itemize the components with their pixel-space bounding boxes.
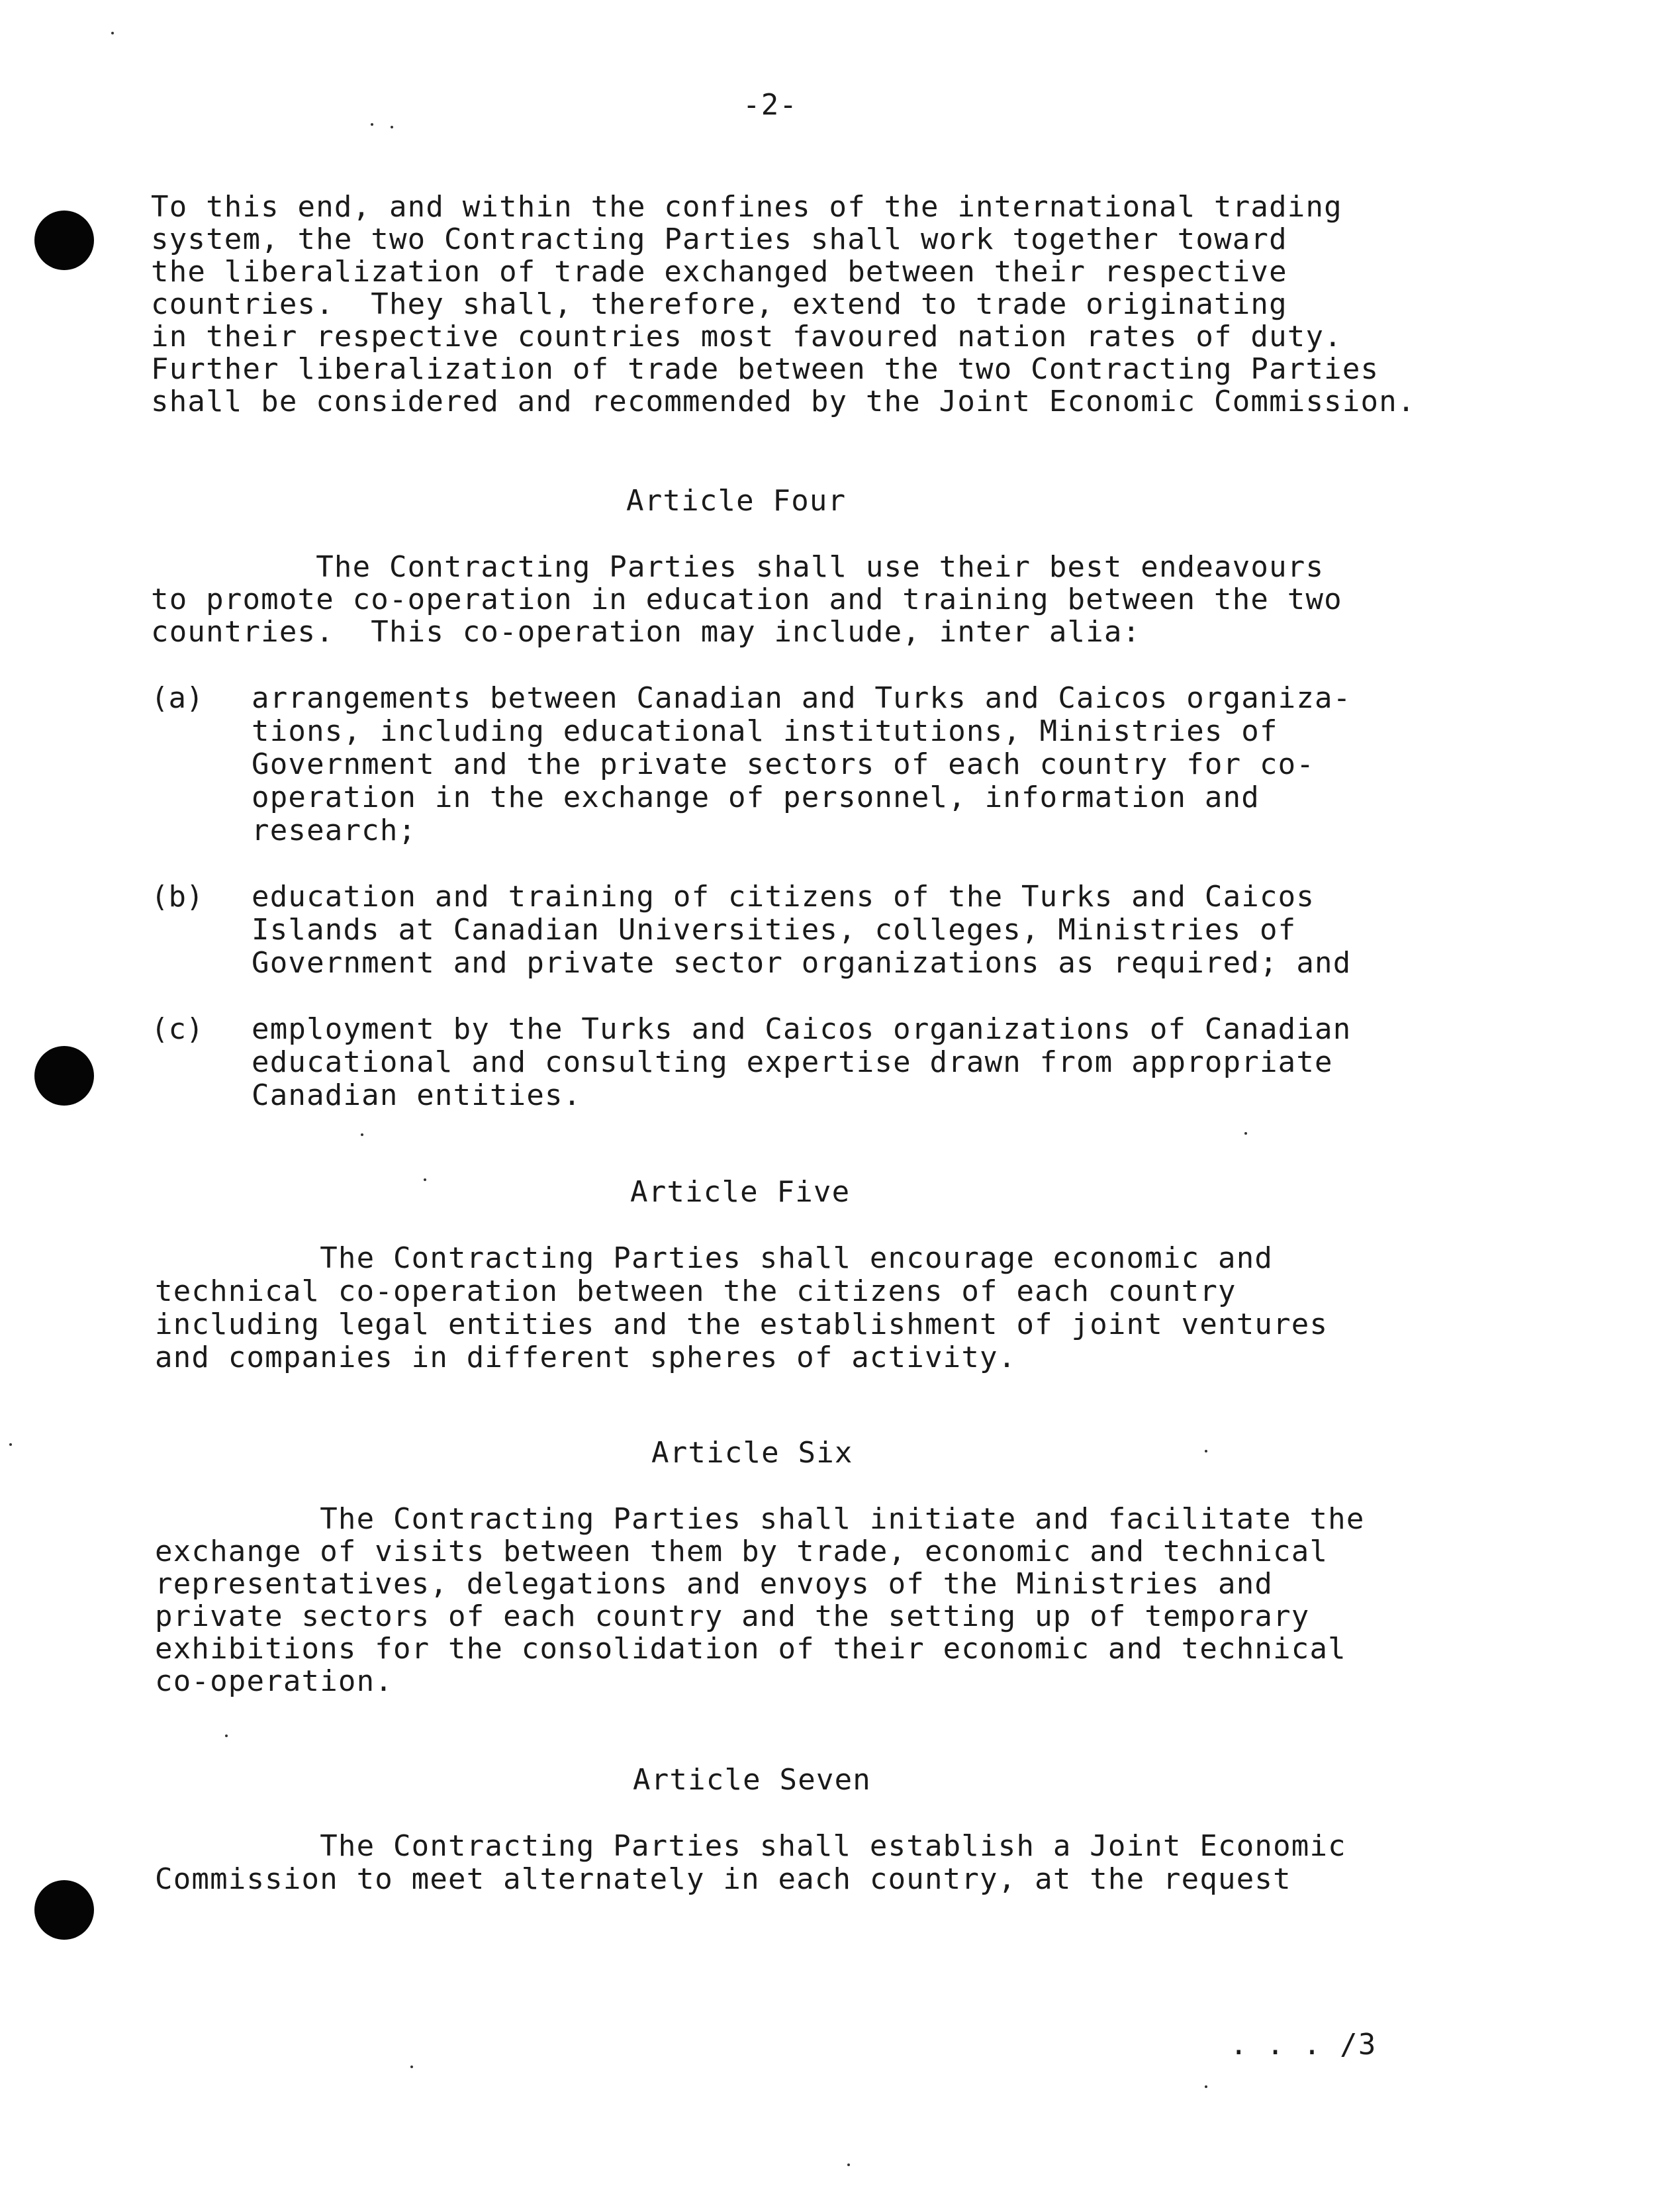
scan-speck [424,1178,426,1181]
list-item-label: (a) [151,681,204,715]
article-five-line: including legal entities and the establishment of joint ventures [155,1307,1329,1341]
article-six-heading: Article Six [651,1436,853,1470]
article-five-line: technical co-operation between the citizens of each country [155,1274,1237,1308]
list-item-line: Government and private sector organizations as required; and [252,946,1352,980]
scan-speck [361,1133,363,1136]
continuation-marker: . . . /3 [1230,2028,1377,2062]
list-item-label: (b) [151,880,204,914]
scan-speck [111,32,114,34]
intro-line: Further liberalization of trade between the two Contracting Parties [151,352,1379,386]
list-item-line: Canadian entities. [252,1078,582,1112]
article-six-line: The Contracting Parties shall initiate and facilitate the [155,1502,1365,1536]
article-five-line: and companies in different spheres of activity. [155,1341,1017,1374]
article-four-line: to promote co-operation in education and training between the two [151,583,1342,616]
intro-line: countries. They shall, therefore, extend to trade originating [151,287,1287,321]
article-five-heading: Article Five [630,1175,851,1209]
article-six-line: co-operation. [155,1664,393,1698]
article-seven-heading: Article Seven [633,1763,871,1797]
article-six-line: exhibitions for the consolidation of their economic and technical [155,1632,1346,1666]
list-item-line: educational and consulting expertise drawn from appropriate [252,1045,1333,1079]
scan-speck [225,1735,228,1737]
article-five-line: The Contracting Parties shall encourage economic and [155,1241,1274,1275]
article-four-heading: Article Four [626,484,847,518]
intro-line: shall be considered and recommended by the Joint Economic Commission. [151,385,1416,418]
scan-speck [9,1443,12,1446]
article-six-line: representatives, delegations and envoys of the Ministries and [155,1567,1274,1601]
intro-line: in their respective countries most favoured nation rates of duty. [151,320,1342,354]
list-item-line: tions, including educational institutions, Ministries of [252,714,1278,748]
list-item-line: operation in the exchange of personnel, information and [252,781,1260,814]
article-six-line: private sectors of each country and the setting up of temporary [155,1599,1310,1633]
list-item-label: (c) [151,1012,204,1046]
scan-speck [1244,1132,1247,1135]
scan-speck [847,2163,850,2166]
page-number: -2- [743,88,798,122]
list-item-line: Government and the private sectors of each country for co- [252,747,1315,781]
intro-line: system, the two Contracting Parties shall work together toward [151,222,1287,256]
article-four-line: countries. This co-operation may include, inter alia: [151,615,1141,649]
intro-line: the liberalization of trade exchanged between their respective [151,255,1287,289]
article-six-line: exchange of visits between them by trade, economic and technical [155,1535,1329,1568]
list-item-line: research; [252,814,417,847]
scan-speck [391,126,393,128]
list-item-line: Islands at Canadian Universities, colleges, Ministries of [252,913,1297,947]
scan-speck [1205,1450,1207,1452]
scan-speck [410,2066,413,2068]
punch-hole-middle [34,1046,94,1106]
punch-hole-bottom [34,1880,94,1940]
article-four-line: The Contracting Parties shall use their best endeavours [151,550,1325,584]
list-item-line: arrangements between Canadian and Turks and Caicos organiza- [252,681,1352,715]
scan-speck [1205,2085,1207,2088]
intro-line: To this end, and within the confines of the international trading [151,190,1342,224]
punch-hole-top [34,211,94,270]
article-seven-line: The Contracting Parties shall establish a Joint Economic [155,1829,1346,1863]
article-seven-line: Commission to meet alternately in each country, at the request [155,1862,1291,1896]
list-item-line: employment by the Turks and Caicos organizations of Canadian [252,1012,1352,1046]
list-item-line: education and training of citizens of the Turks and Caicos [252,880,1315,914]
scan-speck [371,123,373,126]
